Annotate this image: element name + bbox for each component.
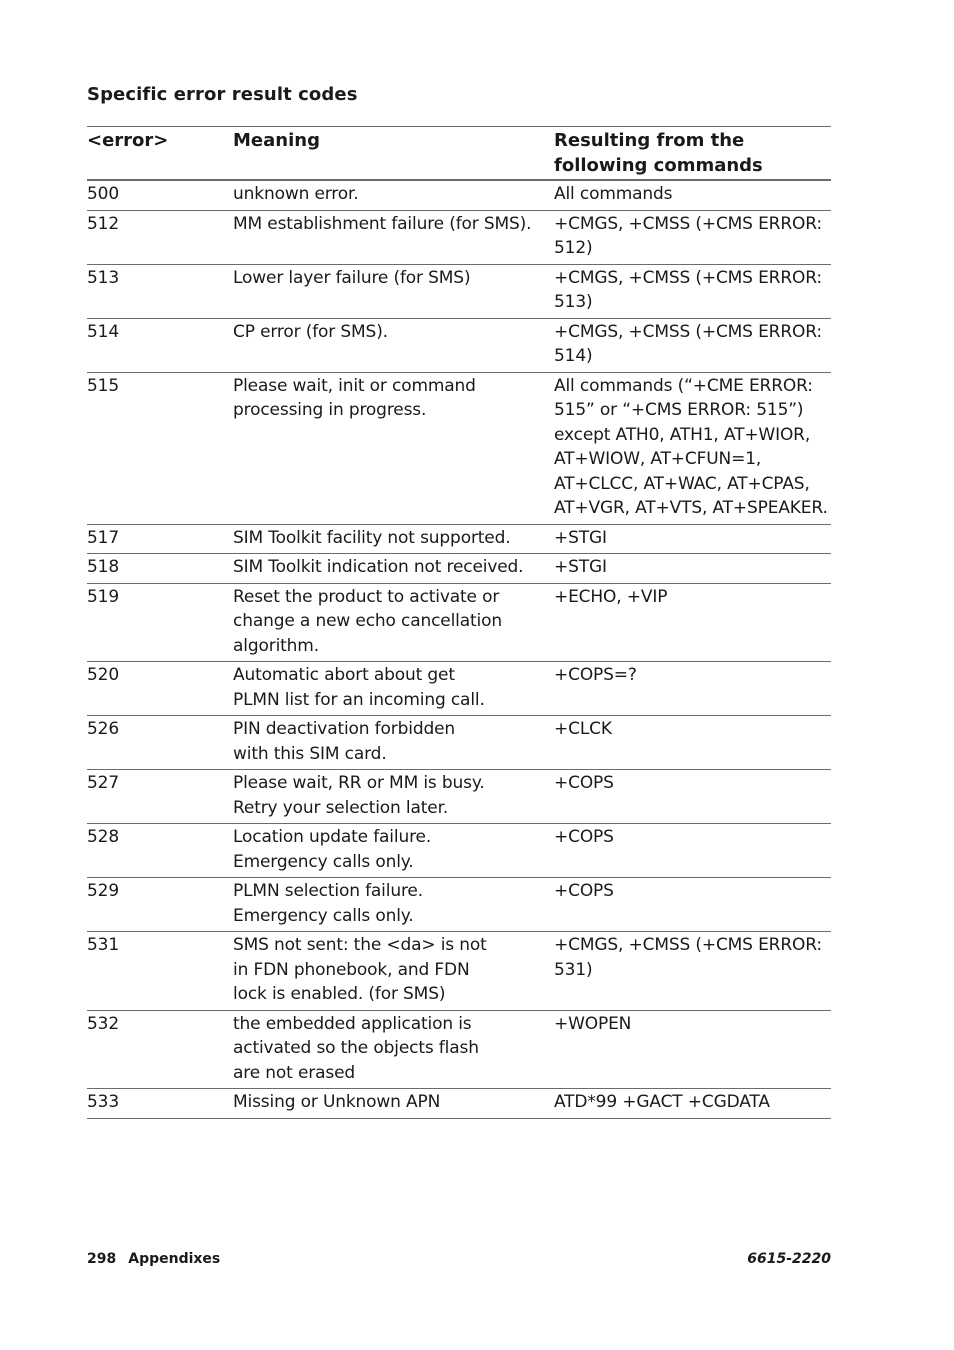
table-row [87, 180, 831, 210]
error-code-cell: 526 [87, 716, 233, 770]
error-code-cell: 513 [87, 264, 233, 318]
meaning-cell: SIM Toolkit indication not received. [233, 554, 554, 584]
table-body [87, 180, 831, 1118]
meaning-cell: Missing or Unknown APN [233, 1089, 554, 1119]
table-row [87, 662, 831, 716]
error-code-cell: 529 [87, 878, 233, 932]
page-number: 298 [87, 1251, 117, 1267]
commands-cell: +COPS [554, 878, 831, 932]
meaning-cell: Reset the product to activate or change a new echo cancellation algorithm. [233, 583, 554, 662]
error-code-cell: 520 [87, 662, 233, 716]
table-row [87, 878, 831, 932]
error-code-cell: 515 [87, 372, 233, 524]
commands-cell: +CMGS, +CMSS (+CMS ERROR: 513) [554, 264, 831, 318]
commands-cell: +COPS [554, 824, 831, 878]
meaning-cell: Lower layer failure (for SMS) [233, 264, 554, 318]
commands-cell: +CMGS, +CMSS (+CMS ERROR: 512) [554, 210, 831, 264]
section-title: Specific error result codes [87, 84, 358, 105]
commands-cell: +COPS [554, 770, 831, 824]
error-code-cell: 500 [87, 180, 233, 210]
table-row [87, 554, 831, 584]
error-code-cell: 517 [87, 524, 233, 554]
commands-cell: All commands [554, 180, 831, 210]
commands-cell: +CMGS, +CMSS (+CMS ERROR: 531) [554, 932, 831, 1011]
header-commands: Resulting from the following commands [554, 127, 831, 181]
error-codes-table [87, 126, 831, 1119]
meaning-cell: the embedded application is activated so the objects flash are not erased [233, 1010, 554, 1089]
error-code-cell: 518 [87, 554, 233, 584]
error-code-cell: 512 [87, 210, 233, 264]
meaning-cell: Automatic abort about get PLMN list for an incoming call. [233, 662, 554, 716]
table-row [87, 210, 831, 264]
table-row [87, 524, 831, 554]
table-row [87, 1089, 831, 1119]
table-row [87, 318, 831, 372]
meaning-cell: MM establishment failure (for SMS). [233, 210, 554, 264]
error-code-cell: 531 [87, 932, 233, 1011]
commands-cell: +COPS=? [554, 662, 831, 716]
meaning-cell: unknown error. [233, 180, 554, 210]
table-row [87, 716, 831, 770]
error-code-cell: 533 [87, 1089, 233, 1119]
meaning-cell: Location update failure. Emergency calls only. [233, 824, 554, 878]
error-code-cell: 528 [87, 824, 233, 878]
doc-number: 6615-2220 [747, 1251, 831, 1267]
footer-left [87, 1251, 220, 1267]
commands-cell: ATD*99 +GACT +CGDATA [554, 1089, 831, 1119]
meaning-cell: Please wait, init or command processing in progress. [233, 372, 554, 524]
table-header-row [87, 127, 831, 181]
commands-cell: All commands (“+CME ERROR: 515” or “+CMS ERROR: 515”) except ATH0, ATH1, AT+WIOR, AT+WIOW, AT+CFUN=1, AT+CLCC, AT+WAC, AT+CPAS, AT+VGR, AT+VTS, AT+SPEAKER. [554, 372, 831, 524]
table-row [87, 1010, 831, 1089]
meaning-cell: PIN deactivation forbidden with this SIM card. [233, 716, 554, 770]
table-row [87, 824, 831, 878]
commands-cell: +WOPEN [554, 1010, 831, 1089]
table-row [87, 770, 831, 824]
meaning-cell: SMS not sent: the <da> is not in FDN phonebook, and FDN lock is enabled. (for SMS) [233, 932, 554, 1011]
table-row [87, 372, 831, 524]
header-meaning: Meaning [233, 127, 554, 181]
meaning-cell: CP error (for SMS). [233, 318, 554, 372]
table-row [87, 264, 831, 318]
commands-cell: +CMGS, +CMSS (+CMS ERROR: 514) [554, 318, 831, 372]
header-error: <error> [87, 127, 233, 181]
error-code-cell: 519 [87, 583, 233, 662]
meaning-cell: PLMN selection failure. Emergency calls only. [233, 878, 554, 932]
meaning-cell: Please wait, RR or MM is busy. Retry your selection later. [233, 770, 554, 824]
commands-cell: +STGI [554, 554, 831, 584]
table-row [87, 583, 831, 662]
footer-section: Appendixes [128, 1251, 221, 1267]
error-code-cell: 514 [87, 318, 233, 372]
commands-cell: +CLCK [554, 716, 831, 770]
error-code-cell: 527 [87, 770, 233, 824]
commands-cell: +STGI [554, 524, 831, 554]
error-code-cell: 532 [87, 1010, 233, 1089]
commands-cell: +ECHO, +VIP [554, 583, 831, 662]
meaning-cell: SIM Toolkit facility not supported. [233, 524, 554, 554]
table-row [87, 932, 831, 1011]
